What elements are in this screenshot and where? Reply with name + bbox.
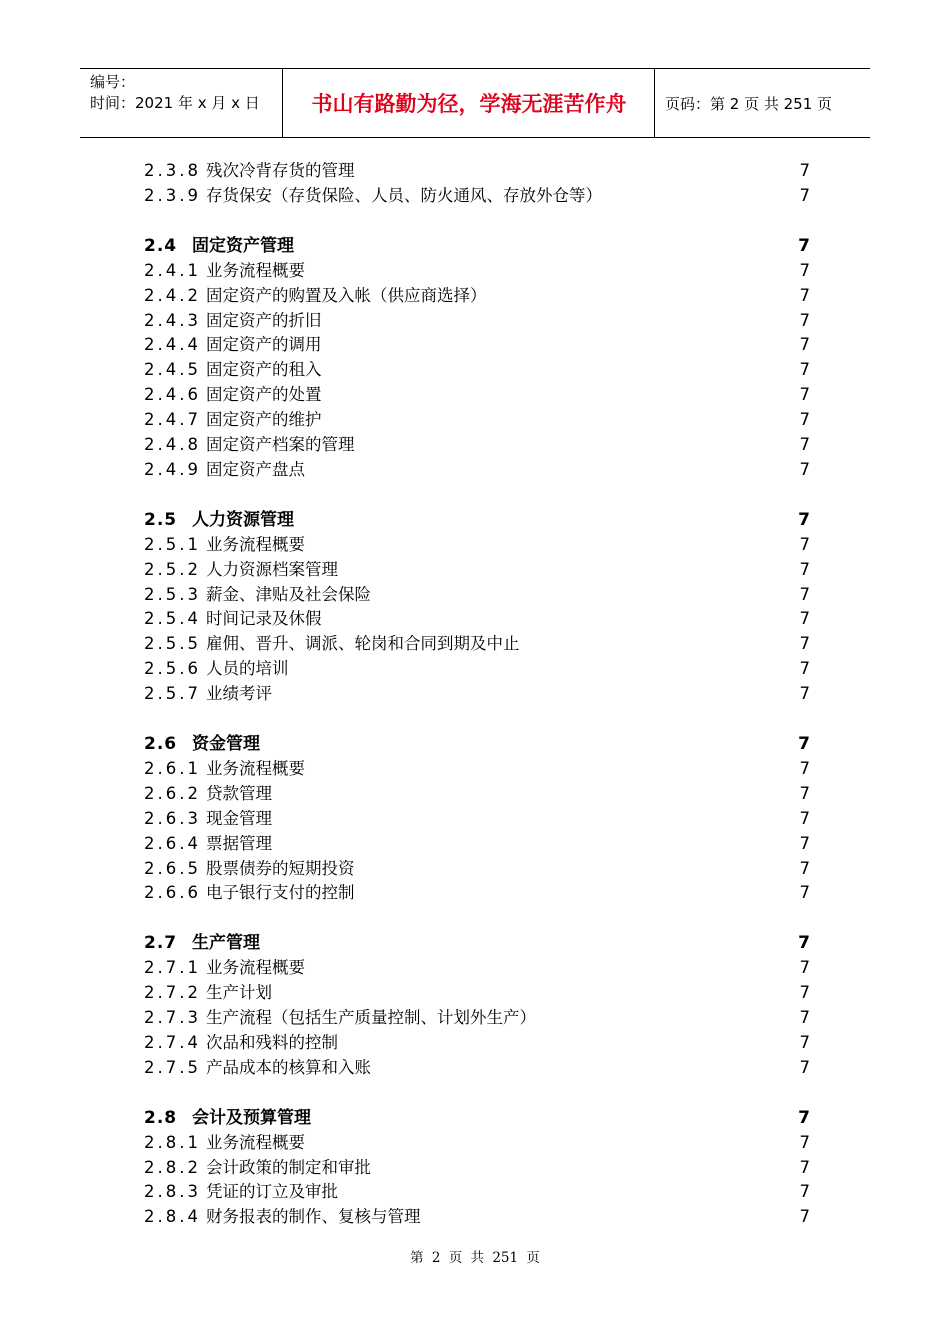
header-divider: [654, 69, 655, 137]
toc-entry-title: 人力资源档案管理: [206, 559, 338, 579]
toc-entry-number: 2.6.2: [144, 783, 201, 803]
header-motto: 书山有路勤为径，学海无涯苦作舟: [311, 92, 627, 116]
document-date: 时间：2021 年 x 月 x 日: [90, 94, 260, 112]
toc-entry-title: 固定资产的购置及入帐（供应商选择）: [206, 285, 487, 305]
toc-entry-title: 业务流程概要: [206, 958, 305, 978]
toc-entry: [144, 858, 810, 880]
toc-entry-title: 资金管理: [192, 734, 260, 754]
toc-entry-number: 2.4.9: [144, 459, 201, 479]
toc-entry-page-number: 7: [799, 1182, 810, 1202]
toc-entry-number: 2.7.5: [144, 1057, 201, 1077]
toc-entry-page-number: 7: [798, 734, 810, 754]
toc-entry-title: 现金管理: [206, 808, 272, 828]
toc-entry: [144, 658, 810, 680]
toc-entry: [144, 310, 810, 332]
toc-entry-title: 凭证的订立及审批: [206, 1182, 338, 1202]
page-header: [80, 68, 870, 138]
toc-entry-page-number: 7: [799, 958, 810, 978]
toc-entry-page-number: 7: [799, 185, 810, 205]
toc-entry-number: 2.6.5: [144, 858, 201, 878]
toc-entry-title: 生产管理: [192, 933, 260, 954]
toc-entry: [144, 185, 810, 207]
toc-entry-page-number: 7: [799, 1207, 810, 1227]
toc-entry-title: 业绩考评: [206, 684, 272, 704]
toc-entry: [144, 160, 810, 182]
toc-entry: [144, 1157, 810, 1179]
toc-entry: [144, 633, 810, 655]
toc-entry: [144, 559, 810, 581]
toc-entry-title: 残次冷背存货的管理: [206, 161, 355, 180]
toc-entry-title: 票据管理: [206, 833, 272, 853]
toc-entry-page-number: 7: [799, 1008, 810, 1027]
toc-entry-title: 薪金、津贴及社会保险: [206, 584, 371, 604]
toc-entry-number: 2.4.6: [144, 385, 201, 405]
toc-entry-title: 业务流程概要: [206, 534, 305, 554]
toc-entry-page-number: 7: [798, 1107, 810, 1128]
toc-entry: [144, 957, 810, 979]
header-page-info: 页码：第 2 页 共 251 页: [665, 94, 833, 113]
toc-entry: [144, 1132, 810, 1154]
toc-entry: [144, 758, 810, 780]
toc-entry-page-number: 7: [799, 559, 810, 579]
toc-entry: [144, 982, 810, 1004]
toc-entry-page-number: 7: [799, 983, 810, 1003]
toc-entry-title: 产品成本的核算和入账: [206, 1057, 371, 1077]
toc-entry-page-number: 7: [798, 235, 810, 256]
toc-entry: [144, 260, 810, 282]
toc-entry-page-number: 7: [799, 410, 810, 430]
toc-entry-page-number: 7: [799, 659, 810, 679]
toc-entry-number: 2.5.6: [144, 659, 201, 679]
toc-entry-number: 2.5.2: [144, 559, 201, 579]
toc-entry-page-number: 7: [799, 285, 810, 305]
toc-entry: [144, 783, 810, 805]
toc-entry-number: 2.8.1: [144, 1132, 201, 1152]
toc-entry-number: 2.5: [144, 509, 178, 530]
toc-entry-number: 2.7.4: [144, 1032, 201, 1052]
toc-entry-number: 2.5.7: [144, 684, 201, 704]
toc-entry-page-number: 7: [799, 1032, 810, 1052]
toc-entry-title: 人员的培训: [206, 659, 289, 679]
toc-entry: [144, 434, 810, 456]
toc-entry-page-number: 7: [799, 883, 810, 903]
toc-entry-page-number: 7: [799, 360, 810, 380]
toc-entry: [144, 285, 810, 307]
toc-entry-title: 财务报表的制作、复核与管理: [206, 1207, 421, 1227]
toc-entry-title: 存货保安（存货保险、人员、防火通风、存放外仓等）: [206, 185, 602, 205]
toc-entry-title: 人力资源管理: [192, 509, 294, 530]
toc-section-entry: [144, 733, 810, 755]
toc-entry-number: 2.3.9: [144, 185, 201, 205]
toc-entry-number: 2.6: [144, 734, 178, 754]
toc-entry: [144, 334, 810, 356]
toc-entry-number: 2.8: [144, 1107, 178, 1128]
toc-entry-page-number: 7: [799, 609, 810, 629]
toc-entry-page-number: 7: [798, 509, 810, 530]
toc-entry-page-number: 7: [799, 335, 810, 355]
toc-entry: [144, 1181, 810, 1203]
toc-entry-title: 电子银行支付的控制: [206, 883, 355, 903]
toc-entry-title: 生产流程（包括生产质量控制、计划外生产）: [206, 1008, 536, 1027]
header-meta: [90, 72, 260, 114]
toc-section-entry: [144, 509, 810, 531]
toc-entry-number: 2.4: [144, 235, 178, 256]
toc-entry-page-number: 7: [799, 1132, 810, 1152]
toc-entry-number: 2.5.4: [144, 609, 201, 629]
toc-entry-page-number: 7: [799, 858, 810, 878]
page-footer: 第 2 页 共 251 页: [410, 1250, 540, 1266]
toc-entry: [144, 459, 810, 481]
toc-entry-page-number: 7: [799, 783, 810, 803]
toc-entry-number: 2.4.4: [144, 335, 201, 355]
toc-entry-title: 业务流程概要: [206, 260, 305, 280]
toc-entry-page-number: 7: [799, 534, 810, 554]
toc-entry-title: 次品和残料的控制: [206, 1032, 338, 1052]
toc-entry-number: 2.4.2: [144, 285, 201, 305]
toc-entry-number: 2.4.8: [144, 435, 201, 454]
toc-entry-number: 2.4.1: [144, 260, 201, 280]
toc-entry-number: 2.8.3: [144, 1182, 201, 1202]
toc-entry-page-number: 7: [799, 808, 810, 828]
toc-entry-page-number: 7: [799, 584, 810, 604]
toc-entry-number: 2.7.3: [144, 1008, 201, 1027]
toc-entry: [144, 1206, 810, 1228]
toc-entry-number: 2.5.1: [144, 534, 201, 554]
toc-section-entry: [144, 932, 810, 954]
toc-entry-number: 2.6.6: [144, 883, 201, 903]
toc-entry: [144, 409, 810, 431]
toc-entry-title: 贷款管理: [206, 783, 272, 803]
toc-entry-page-number: 7: [799, 758, 810, 778]
toc-entry-page-number: 7: [799, 634, 810, 654]
toc-entry-page-number: 7: [799, 684, 810, 704]
toc-entry-number: 2.7.1: [144, 958, 201, 978]
toc-entry: [144, 1057, 810, 1079]
toc-entry-title: 业务流程概要: [206, 758, 305, 778]
toc-entry-title: 雇佣、晋升、调派、轮岗和合同到期及中止: [206, 634, 520, 654]
toc-entry-page-number: 7: [799, 161, 810, 180]
toc-entry: [144, 1007, 810, 1029]
toc-entry-title: 固定资产的折旧: [206, 310, 322, 330]
toc-entry-page-number: 7: [799, 310, 810, 330]
toc-entry: [144, 882, 810, 904]
toc-entry-page-number: 7: [798, 933, 810, 954]
toc-entry-number: 2.8.2: [144, 1157, 201, 1177]
document-number-label: 编号：: [90, 73, 136, 91]
toc-entry-title: 固定资产的调用: [206, 335, 322, 355]
toc-entry-number: 2.6.3: [144, 808, 201, 828]
toc-entry: [144, 384, 810, 406]
toc-entry-title: 会计及预算管理: [192, 1107, 311, 1128]
toc-entry-number: 2.6.1: [144, 758, 201, 778]
toc-entry-page-number: 7: [799, 385, 810, 405]
toc-entry-title: 股票债券的短期投资: [206, 858, 355, 878]
toc-entry-number: 2.4.5: [144, 360, 201, 380]
toc-entry-title: 业务流程概要: [206, 1132, 305, 1152]
toc-entry-title: 会计政策的制定和审批: [206, 1157, 371, 1177]
toc-entry: [144, 534, 810, 556]
toc-entry-number: 2.4.7: [144, 410, 201, 430]
toc-entry-page-number: 7: [799, 1057, 810, 1077]
toc-entry-title: 时间记录及休假: [206, 609, 322, 629]
toc-entry-number: 2.5.5: [144, 634, 201, 654]
toc-entry-title: 固定资产的租入: [206, 360, 322, 380]
toc-entry-title: 固定资产档案的管理: [206, 435, 355, 454]
toc-entry-number: 2.7.2: [144, 983, 201, 1003]
toc-entry-number: 2.6.4: [144, 833, 201, 853]
toc-section-entry: [144, 235, 810, 257]
toc-entry-page-number: 7: [799, 1157, 810, 1177]
toc-entry: [144, 833, 810, 855]
toc-entry-title: 固定资产的维护: [206, 410, 322, 430]
toc-entry: [144, 808, 810, 830]
toc-entry: [144, 359, 810, 381]
toc-entry: [144, 608, 810, 630]
toc-entry-title: 固定资产盘点: [206, 459, 305, 479]
toc-entry: [144, 1032, 810, 1054]
toc-entry-title: 固定资产的处置: [206, 385, 322, 405]
toc-entry-number: 2.8.4: [144, 1207, 201, 1227]
toc-entry: [144, 683, 810, 705]
toc-entry: [144, 584, 810, 606]
toc-entry-title: 生产计划: [206, 983, 272, 1003]
toc-entry-page-number: 7: [799, 435, 810, 454]
toc-entry-number: 2.3.8: [144, 161, 201, 180]
toc-entry-page-number: 7: [799, 260, 810, 280]
toc-entry-page-number: 7: [799, 459, 810, 479]
toc-section-entry: [144, 1107, 810, 1129]
toc-entry-page-number: 7: [799, 833, 810, 853]
toc-entry-number: 2.5.3: [144, 584, 201, 604]
toc-entry-title: 固定资产管理: [192, 235, 294, 256]
toc-entry-number: 2.7: [144, 933, 178, 954]
toc-entry-number: 2.4.3: [144, 310, 201, 330]
